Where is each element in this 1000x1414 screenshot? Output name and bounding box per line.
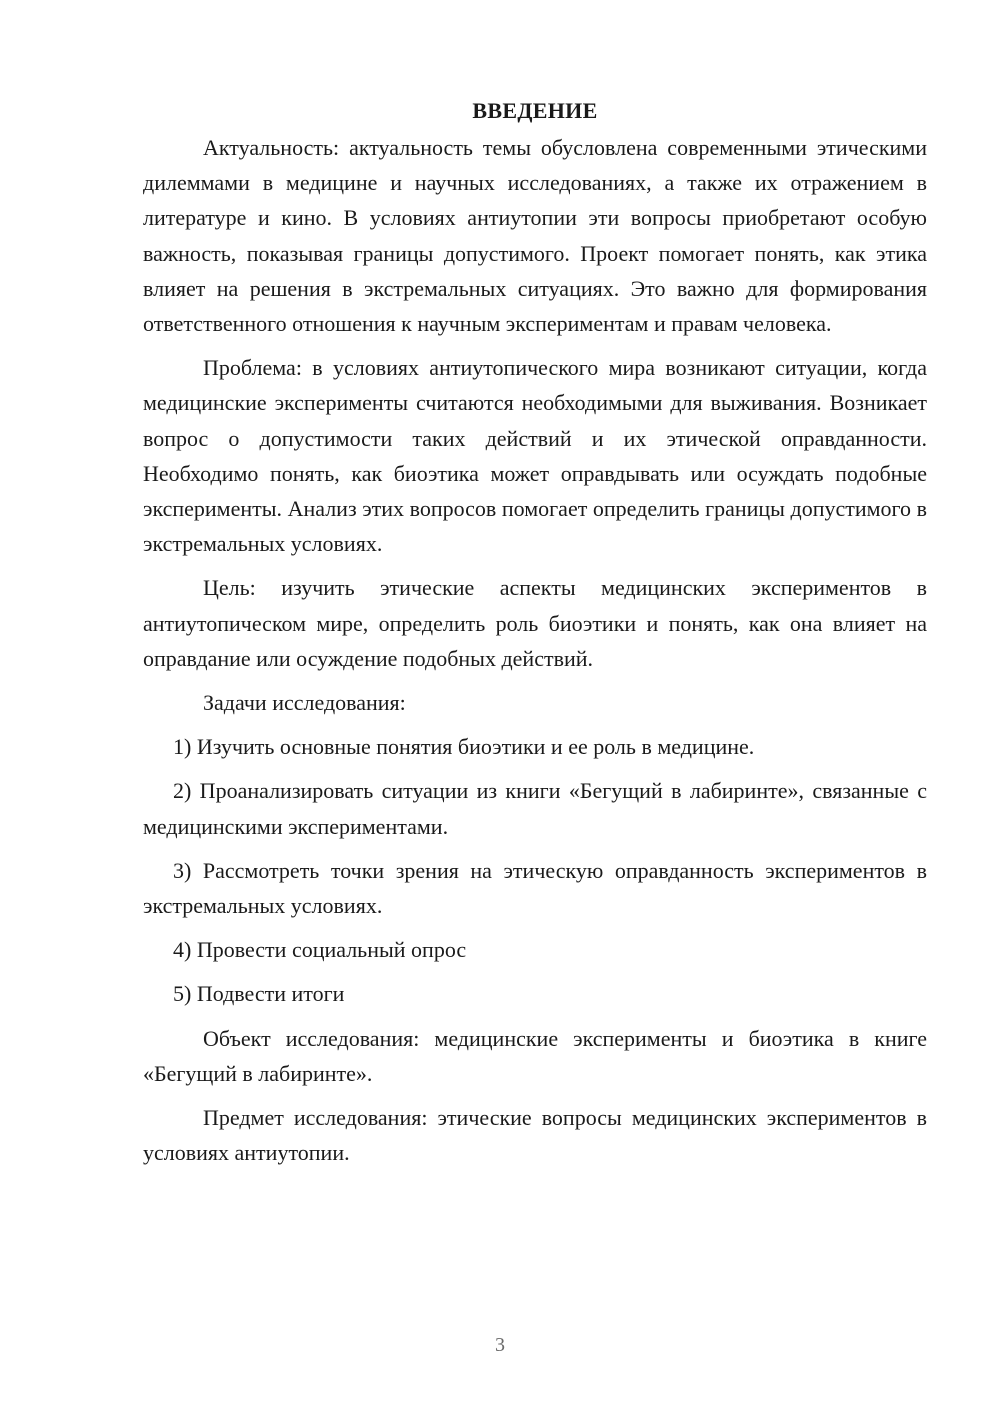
document-page bbox=[143, 96, 927, 1179]
problem-paragraph: Проблема: в условиях антиутопического мира возникают ситуации, когда медицинские эксперименты считаются необходимыми для выживания. Возникает вопрос о допустимости таких действий и их этической оправданности. Необходимо понять, как биоэтика может оправдывать или осуждать подобные эксперименты. Анализ этих вопросов помогает определить границы допустимого в экстремальных условиях. bbox=[143, 355, 927, 557]
subject-paragraph: Предмет исследования: этические вопросы медицинских экспериментов в условиях антиутопии. bbox=[143, 1105, 927, 1166]
goal-paragraph: Цель: изучить этические аспекты медицинских экспериментов в антиутопическом мире, определить роль биоэтики и понять, как она влияет на оправдание или осуждение подобных действий. bbox=[143, 575, 927, 671]
task-item: 1) Изучить основные понятия биоэтики и ее роль в медицине. bbox=[173, 734, 755, 760]
task-item: 2) Проанализировать ситуации из книги «Бегущий в лабиринте», связанные с медицинскими экспериментами. bbox=[143, 778, 927, 839]
section-title: ВВЕДЕНИЕ bbox=[472, 98, 598, 123]
tasks-heading: Задачи исследования: bbox=[203, 690, 406, 716]
relevance-paragraph: Актуальность: актуальность темы обусловлена современными этическими дилеммами в медицине и научных исследованиях, а также их отражением в литературе и кино. В условиях антиутопии эти вопросы приобретают особую важность, показывая границы допустимого. Проект помогает понять, как этика влияет на решения в экстремальных ситуациях. Это важно для формирования ответственного отношения к научным экспериментам и правам человека. bbox=[143, 135, 927, 337]
page-number: 3 bbox=[495, 1334, 505, 1356]
object-paragraph: Объект исследования: медицинские эксперименты и биоэтика в книге «Бегущий в лабиринте». bbox=[143, 1025, 927, 1086]
task-item: 3) Рассмотреть точки зрения на этическую оправданность экспериментов в экстремальных условиях. bbox=[143, 857, 927, 919]
task-item: 4) Провести социальный опрос bbox=[173, 937, 467, 963]
task-item: 5) Подвести итоги bbox=[173, 981, 345, 1007]
